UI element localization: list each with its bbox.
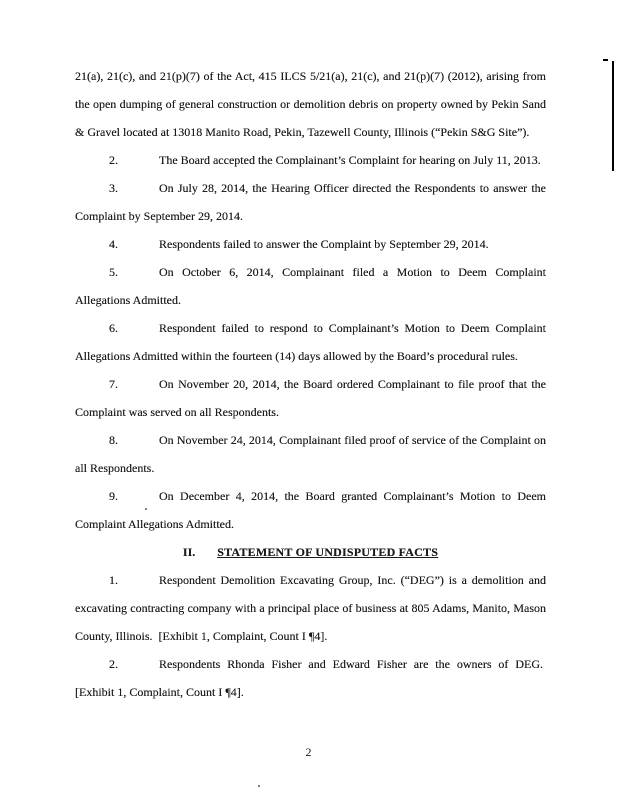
- paragraph-item-4: [75, 230, 546, 258]
- paragraph-number: 2.: [109, 657, 118, 671]
- paragraph-item-6: [75, 314, 546, 370]
- paragraph-text: Respondent Demolition Excavating Group, Inc. (“DEG”) is a demolition and excavating contracting company with a principal place of business at 805 Adams, Manito, Mason County, Illinois. [Exhibit 1, Complaint, Count I ¶4].: [75, 573, 546, 643]
- paragraph-text: On November 20, 2014, the Board ordered Complainant to file proof that the Complaint was served on all Respondents.: [75, 377, 546, 419]
- scan-speck: [258, 785, 260, 787]
- paragraph-number: 4.: [109, 237, 118, 251]
- paragraph-item-8: [75, 426, 546, 482]
- paragraph-item-9: [75, 482, 546, 538]
- paragraph-text: Respondents Rhonda Fisher and Edward Fisher are the owners of DEG. [Exhibit 1, Complaint, Count I ¶4].: [75, 657, 546, 699]
- scan-artifact-dash: [603, 59, 608, 61]
- section-heading: [75, 538, 546, 566]
- fact-item-2: [75, 650, 546, 706]
- fact-item-1: [75, 566, 546, 650]
- paragraph-number: 3.: [109, 181, 118, 195]
- paragraph-text: On July 28, 2014, the Hearing Officer directed the Respondents to answer the Complaint by September 29, 2014.: [75, 181, 546, 223]
- paragraph-number: 2.: [109, 153, 118, 167]
- paragraph-text: Respondent failed to respond to Complainant’s Motion to Deem Complaint Allegations Admitted within the fourteen (14) days allowed by the Board’s procedural rules.: [75, 321, 546, 363]
- paragraph-number: 9.: [109, 489, 118, 503]
- paragraph-number: 8.: [109, 433, 118, 447]
- paragraph-text: The Board accepted the Complainant’s Complaint for hearing on July 11, 2013.: [159, 153, 541, 167]
- paragraph-number: 5.: [109, 265, 118, 279]
- document-body: [75, 62, 546, 706]
- section-heading-numeral: II.: [182, 545, 196, 559]
- paragraph-number: 6.: [109, 321, 118, 335]
- paragraph-text: On October 6, 2014, Complainant filed a Motion to Deem Complaint Allegations Admitted.: [75, 265, 546, 307]
- paragraph-item-2: [75, 146, 546, 174]
- paragraph-number: 1.: [109, 573, 118, 587]
- paragraph-continuation: [75, 62, 546, 146]
- paragraph-item-7: [75, 370, 546, 426]
- paragraph-item-3: [75, 174, 546, 230]
- paragraph-text: On December 4, 2014, the Board granted Complainant’s Motion to Deem Complaint Allegations Admitted.: [75, 489, 546, 531]
- section-heading-title: STATEMENT OF UNDISPUTED FACTS: [217, 545, 439, 559]
- scan-artifact-line: [612, 61, 614, 171]
- scan-speck: [145, 508, 147, 510]
- paragraph-text: 21(a), 21(c), and 21(p)(7) of the Act, 415 ILCS 5/21(a), 21(c), and 21(p)(7) (2012), arising from the open dumping of general construction or demolition debris on property owned by Pekin Sand & Gravel located at 13018 Manito Road, Pekin, Tazewell County, Illinois (“Pekin S&G Site”).: [75, 69, 546, 139]
- paragraph-text: On November 24, 2014, Complainant filed proof of service of the Complaint on all Respondents.: [75, 433, 546, 475]
- paragraph-item-5: [75, 258, 546, 314]
- paragraph-number: 7.: [109, 377, 118, 391]
- paragraph-text: Respondents failed to answer the Complaint by September 29, 2014.: [159, 237, 489, 251]
- page-number: 2: [305, 745, 312, 759]
